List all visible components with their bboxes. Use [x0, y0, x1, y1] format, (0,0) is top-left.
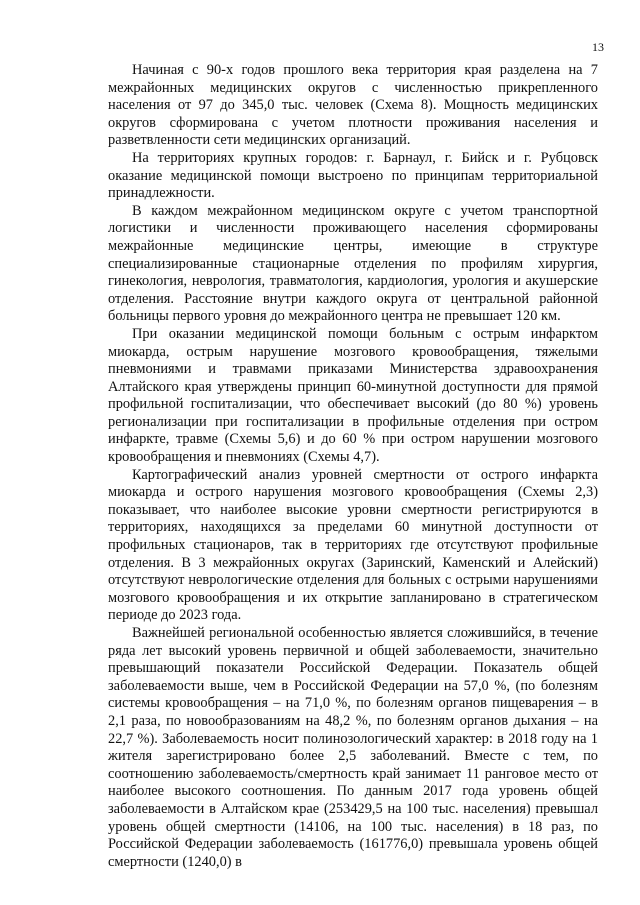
paragraph: Начиная с 90-х годов прошлого века территория края разделена на 7 межрайонных медицинских округов с численностью прикрепленного населения от 97 до 345,0 тыс. человек (Схема 8). Мощность медицинских округов сформирована с учетом плотности проживания населения и разветвленности сети медицинских организаций.: [108, 62, 598, 149]
page-number: 13: [592, 40, 604, 54]
paragraph: На территориях крупных городов: г. Барнаул, г. Бийск и г. Рубцовск оказание медицинской помощи выстроено по принципам территориальной принадлежности.: [108, 149, 598, 202]
paragraph: Важнейшей региональной особенностью является сложившийся, в течение ряда лет высокий уровень первичной и общей заболеваемости, значительно превышающий показатели Российской Федерации. Показатель общей заболеваемости выше, чем в Российской Федерации на 57,0 %, (по болезням системы кровообращения – на 71,0 %, по болезням органов пищеварения – в 2,1 раза, по новообразованиям на 48,2 %, по болезням органов дыхания – на 22,7 %). Заболеваемость носит полинозологический характер: в 2018 году на 1 жителя зарегистрировано более 2,5 заболеваний. Вместе с тем, по соотношению заболеваемость/смертность край занимает 11 ранговое место от наиболее высокого соотношения. По данным 2017 года уровень общей заболеваемости в Алтайском крае (253429,5 на 100 тыс. населения) превышал уровень общей смертности (14106, на 100 тыс. населения) в 18 раз, по Российской Федерации заболеваемость (161776,0) превышала уровень общей смертности (1240,0) в: [108, 625, 598, 870]
paragraph: В каждом межрайонном медицинском округе с учетом транспортной логистики и численности проживающего населения сформированы межрайонные медицинские центры, имеющие в структуре специализированные стационарные отделения по профилям хирургия, гинекология, неврология, травматология, кардиология, урология и акушерские отделения. Расстояние внутри каждого округа от центральной районной больницы первого уровня до межрайонного центра не превышает 120 км.: [108, 202, 598, 325]
paragraph: Картографический анализ уровней смертности от острого инфаркта миокарда и острого нарушения мозгового кровообращения (Схемы 2,3) показывает, что наиболее высокие уровни смертности регистрируются в территориях, находящихся за пределами 60 минутной доступности от профильных стационаров, так в территориях где отсутствуют профильные отделения. В 3 межрайонных округах (Заринский, Каменский и Алейский) отсутствуют неврологические отделения для больных с острыми нарушениями мозгового кровообращения и их открытие запланировано в стратегическом периоде до 2023 года.: [108, 466, 598, 624]
paragraph: При оказании медицинской помощи больным с острым инфарктом миокарда, острым нарушение мозгового кровообращения, тяжелыми пневмониями и травмами приказами Министерства здравоохранения Алтайского края утверждены принцип 60-минутной доступности для прямой профильной госпитализации, что обеспечивает высокий (до 80 %) уровень регионализации при госпитализации в профильные отделения при остром инфаркте, травме (Схемы 5,6) и до 60 % при остром нарушении мозгового кровообращения и пневмониях (Схемы 4,7).: [108, 325, 598, 466]
body-text: [108, 62, 598, 871]
